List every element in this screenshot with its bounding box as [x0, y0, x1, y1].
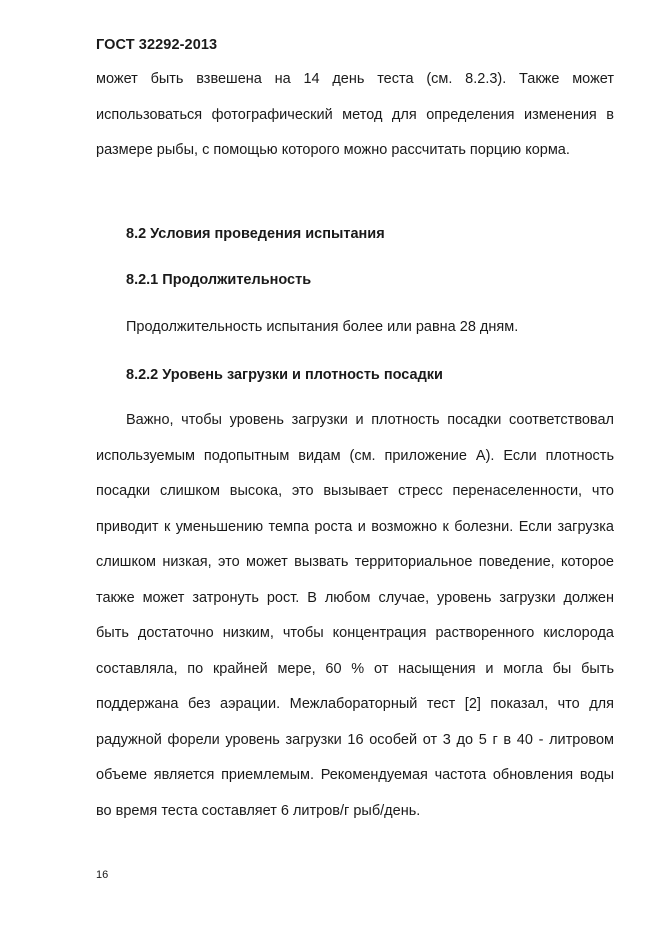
document-header: ГОСТ 32292-2013	[96, 37, 218, 53]
page-number: 16	[96, 869, 109, 881]
intro-paragraph: может быть взвешена на 14 день теста (см. 8.2.3). Также может использоваться фотографический метод для определения изменения в размере рыбы, с помощью которого можно рассчитать порцию корма.	[96, 71, 614, 158]
section-heading: 8.2 Условия проведения испытания	[126, 226, 385, 242]
subsection-1-text: Продолжительность испытания более или равна 28 дням.	[126, 319, 519, 335]
subsection-2-heading: 8.2.2 Уровень загрузки и плотность посадки	[126, 367, 443, 383]
subsection-1-heading: 8.2.1 Продолжительность	[126, 272, 312, 288]
subsection-2-text: Важно, чтобы уровень загрузки и плотность посадки соответствовал используемым подопытным видам (см. приложение А). Если плотность посадки слишком высока, это вызывает стресс перенаселенности, что приводит к уменьшению темпа роста и возможно к болезни. Если загрузка слишком низкая, это может вызвать территориальное поведение, которое также может затронуть рост. В любом случае, уровень загрузки должен быть достаточно низким, чтобы концентрация растворенного кислорода составляла, по крайней мере, 60 % от насыщения и могла бы быть поддержана без аэрации. Межлабораторный тест [2] показал, что для радужной форели уровень загрузки 16 особей от 3 до 5 г в 40 - литровом объеме является приемлемым. Рекомендуемая частота обновления воды во время теста составляет 6 литров/г рыб/день.	[96, 412, 614, 819]
